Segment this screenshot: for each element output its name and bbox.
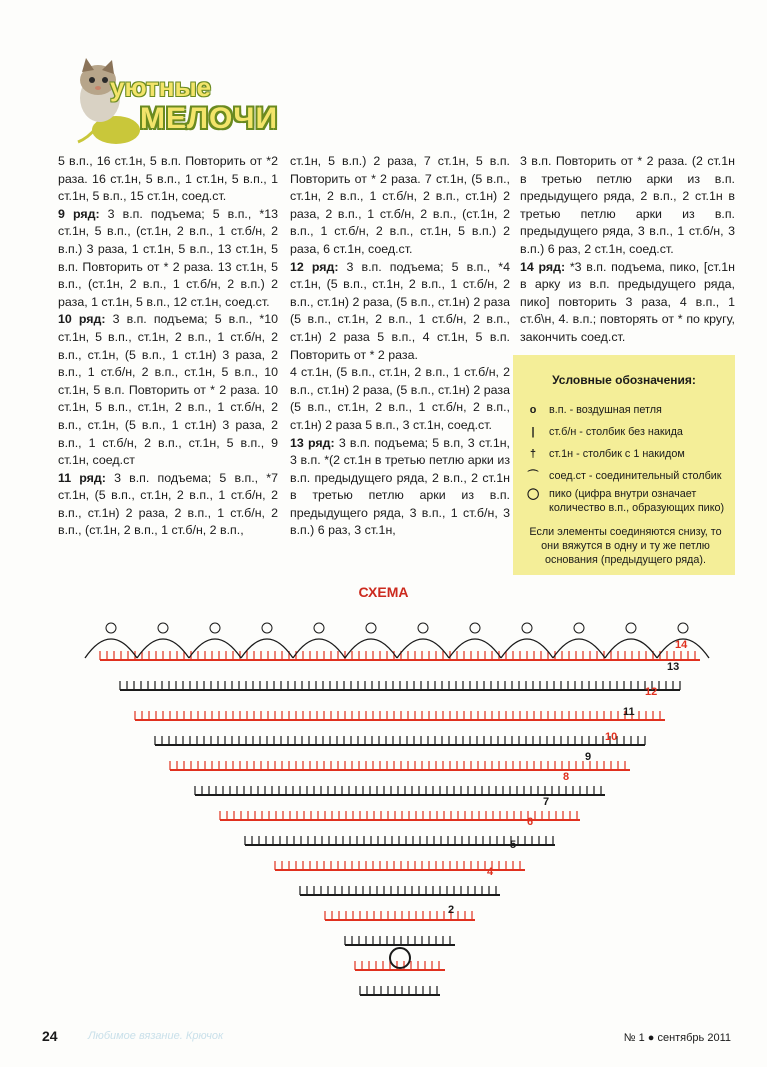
picot-icon: ◯ [526, 488, 540, 500]
section-title-top: уютные [110, 72, 212, 102]
paragraph-row-12: 12 ряд: 3 в.п. подъема; 5 в.п., *4 ст.1н, (5 в.п., ст.1н, 2 в.п., 1 ст.б/н, 2 в.п., ст.1н) 2 раза, (5 в.п., ст.1н) 2 раза (5 в.п., ст.1н, 2 в.п., 1 ст.б/н, 2 в.п., ст.1н) 2 раза 5 в.п., 4 ст.1н, 5 в.п. Повторить от * 2 раза. [290, 259, 510, 362]
picot-mark [314, 623, 324, 633]
picot-mark [626, 623, 636, 633]
picot-mark [470, 623, 480, 633]
paragraph: 5 в.п., 16 ст.1н, 5 в.п. Повторить от *2 раза. 16 ст.1н, 5 в.п., 1 ст.1н, 5 в.п., 1 ст.1н, 5 в.п., 15 ст.1н, соед.ст. [58, 154, 278, 204]
chain-stitch-icon: o [529, 404, 537, 416]
row-number-label: 10 [605, 731, 618, 743]
text-column-2 [290, 153, 510, 540]
picot-mark [262, 623, 272, 633]
legend-box: Условные обозначения: o в.п. - воздушная петля | ст.б/н - столбик без накида † ст.1н - столбик с 1 накидом ⌒ соед.ст - соединительный столбик ◯ пико (цифра внутри означает количество в.п., образующих пико) Если элементы соединяются снизу, то они вяжутся в одну и ту же петлю основания (предыдущего ряда). [513, 355, 735, 575]
picot-mark [574, 623, 584, 633]
row-label: 11 ряд: [58, 470, 106, 485]
row-number-label: 4 [487, 866, 494, 878]
paragraph: 4 ст.1н, (5 в.п., ст.1н, 2 в.п., 1 ст.б/н, 2 в.п., ст.1н) 2 раза, (5 в.п., ст.1н) 2 раза (5 в.п., ст.1н, 2 в.п., 1 ст.б/н, 2 в.п., ст.1н) 2 раза 5 в.п., 3 ст.1н, соед.ст. [290, 365, 510, 432]
row-number-label: 2 [448, 904, 455, 916]
scallop-arc [293, 639, 345, 658]
paragraph: 3 в.п. Повторить от * 2 раза. (2 ст.1н в третью петлю арки из в.п. предыдущего ряда, 2 в.п., 2 ст.1н в третью петлю арки из в.п. предыдущего ряда, 3 в.п., 1 ст.б/н, 3 в.п.) 6 раз, 2 ст.1н, соед.ст. [520, 154, 735, 256]
picot-mark [678, 623, 688, 633]
row-label: 10 ряд: [58, 312, 106, 327]
row-number-label: 8 [563, 771, 570, 783]
paragraph-row-9: 9 ряд: 3 в.п. подъема; 5 в.п., *13 ст.1н, 5 в.п., (ст.1н, 2 в.п., 1 ст.б/н, 2 в.п.) 3 раза, 1 ст.1н, 5 в.п., 13 ст.1н, 5 в.п. Повторить от * 2 раза. 13 ст.1н, 5 в.п., (ст.1н, 2 в.п., 1 ст.б/н, 2 в.п.) 2 раза, 1 ст.1н, 5 в.п., 12 ст.1н, соед.ст. [58, 206, 278, 309]
row-number-label: 11 [623, 706, 635, 718]
crochet-diagram [55, 600, 725, 1020]
row-label: 13 ряд: [290, 435, 335, 450]
text-column-3 [520, 153, 735, 347]
paragraph-row-14: 14 ряд: *3 в.п. подъема, пико, [ст.1н в арку из в.п. предыдущего ряда, пико] повторить 3 раза, 4 в.п., 1 ст.б\н, 4. в.п.; повторять от * по кругу, закончить соед.ст. [520, 259, 735, 344]
paragraph-row-10: 10 ряд: 3 в.п. подъема; 5 в.п., *10 ст.1н, 5 в.п., ст.1н, 2 в.п., 1 ст.б/н, 2 в.п., ст.1н, (5 в.п., 1 ст.1н) 3 раза, 2 в.п., 1 ст.б/н, 2 в.п., ст.1н, 5 в.п., 10 ст.1н, 5 в.п. Повторить от * 2 раза. 10 ст.1н, 5 в.п., ст.1н, 2 в.п., 1 ст.б/н, 2 в.п., ст.1н, (5 в.п., 1 ст.1н) 3 раза, 2 в.п., 1 ст.б/н, 2 в.п., ст.1н, 5 в.п., 9 ст.1н, соед.ст [58, 312, 278, 468]
scallop-arc [605, 639, 657, 658]
scallop-arc [345, 639, 397, 658]
row-number-label: 7 [543, 796, 550, 808]
slip-stitch-icon: ⌒ [527, 470, 539, 482]
picot-mark [418, 623, 428, 633]
picot-mark [106, 623, 116, 633]
scallop-arc [241, 639, 293, 658]
schema-title: СХЕМА [358, 584, 409, 600]
row-number-label: 14 [675, 639, 688, 651]
row-number-label: 9 [585, 751, 592, 763]
row-label: 14 ряд: [520, 259, 566, 274]
scallop-arc [85, 639, 137, 658]
row-number-label: 5 [510, 839, 517, 851]
row-number-label: 12 [645, 686, 658, 698]
section-title-bottom: МЕЛОЧИ [140, 102, 279, 135]
magazine-name: Любимое вязание. Крючок [88, 1030, 224, 1042]
paragraph: ст.1н, 5 в.п.) 2 раза, 7 ст.1н, 5 в.п. Повторить от * 2 раза. 7 ст.1н, (5 в.п., ст.1н, 2 в.п., 1 ст.б/н, 2 в.п., ст.1н) 2 раза, 2 в.п., 1 ст.б/н, 2 в.п., (ст.1н, 2 в.п., 1 ст.б/н, 2 в.п., ст.1н, 5 в.п.) 2 раза, 6 ст.1н, соед.ст. [290, 154, 510, 256]
legend-title: Условные обозначения: [552, 373, 696, 387]
section-header [60, 50, 290, 150]
paragraph-row-11: 11 ряд: 3 в.п. подъема; 5 в.п., *7 ст.1н, (5 в.п., ст.1н, 2 в.п., 1 ст.б/н, 2 в.п., ст.1н) 2 раза, 2 в.п., 1 ст.б/н, 2 в.п., (ст.1н, 2 в.п., 1 ст.б/н, 2 в.п., [58, 470, 278, 538]
row-number-label: 13 [667, 661, 680, 673]
single-crochet-icon: | [531, 426, 535, 438]
legend-note: Если элементы соединяются снизу, то они вяжутся в одну и ту же петлю основания (предыдущего ряда). [529, 526, 722, 566]
double-crochet-icon: † [529, 448, 536, 460]
issue-info: № 1 ● сентябрь 2011 [623, 1032, 731, 1044]
row-label: 9 ряд: [58, 206, 100, 221]
picot-mark [522, 623, 532, 633]
scallop-arc [397, 639, 449, 658]
picot-mark [366, 623, 376, 633]
center-ring [390, 948, 410, 968]
row-number-label: 6 [527, 816, 534, 828]
text-column-1 [58, 153, 278, 540]
paragraph-row-13: 13 ряд: 3 в.п. подъема; 5 в.п, 3 ст.1н, 3 в.п. *(2 ст.1н в третью петлю арки из в.п. предыдущего ряда, 2 в.п., 2 ст.1н в третью петлю арки из в.п. предыдущего ряда, 3 в.п., 1 ст.б/н, 3 в.п.) 6 раз, 3 ст.1н, [290, 435, 510, 538]
picot-mark [158, 623, 168, 633]
page-number: 24 [42, 1028, 58, 1044]
picot-mark [210, 623, 220, 633]
row-label: 12 ряд: [290, 259, 339, 274]
